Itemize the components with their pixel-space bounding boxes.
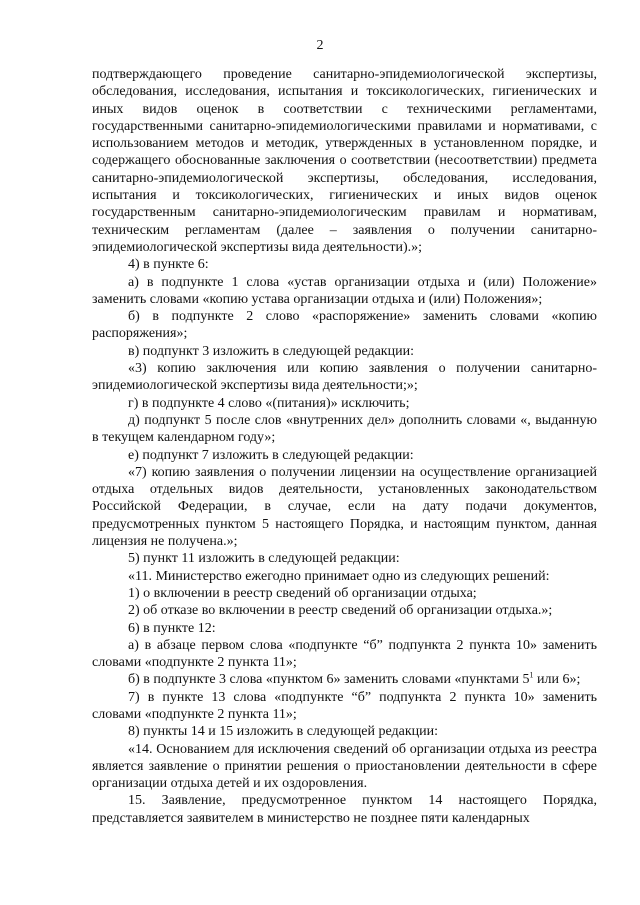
- paragraph: 2) об отказе во включении в реестр сведений об организации отдыха.»;: [128, 603, 553, 619]
- paragraph: 5) пункт 11 изложить в следующей редакции:: [128, 551, 400, 567]
- superscript: 1: [529, 670, 534, 680]
- document-body: [92, 66, 597, 827]
- paragraph: подтверждающего проведение санитарно-эпидемиологической экспертизы, обследования, исследования, испытания и токсикологических, гигиенических и иных видов оценок в соответствии с техническими регламентами, государственными санитарно-эпидемиологическими правилами и нормативами, с использованием методов и методик, утвержденных в установленном порядке, и содержащего обоснованные заключения о соответствии (несоответствии) предмета санитарно-эпидемиологической экспертизы, обследования, исследования, испытания и токсикологических, гигиенических и иных видов оценок государственным санитарно-эпидемиологическим правилам и нормативам, техническим регламентам (далее – заявления о получении санитарно-эпидемиологической экспертизы вида деятельности).»;: [92, 67, 597, 255]
- paragraph: 4) в пункте 6:: [128, 257, 209, 273]
- paragraph: 6) в пункте 12:: [128, 620, 216, 636]
- paragraph-text: б) в подпункте 3 слова «пунктом 6» заменить словами «пунктами 5: [128, 672, 530, 688]
- paragraph: 7) в пункте 13 слова «подпункте “б” подпункта 2 пункта 10» заменить словами «подпункте 2 пункта 11»;: [92, 689, 597, 722]
- paragraph: [92, 671, 597, 688]
- paragraph: а) в подпункте 1 слова «устав организации отдыха и (или) Положение» заменить словами «копию устава организации отдыха и (или) Положения»;: [92, 274, 597, 307]
- paragraph: 1) о включении в реестр сведений об организации отдыха;: [128, 585, 477, 601]
- paragraph: «7) копию заявления о получении лицензии на осуществление организацией отдыха отдельных видов деятельности, установленных законодательством Российской Федерации, в случае, если на дату подачи документов, предусмотренных пунктом 5 настоящего Порядка, и настоящим пунктом, данная лицензия не получена.»;: [92, 464, 597, 550]
- paragraph-text: или 6»;: [533, 672, 581, 688]
- paragraph: а) в абзаце первом слова «подпункте “б” подпункта 2 пункта 10» заменить словами «подпункте 2 пункта 11»;: [92, 637, 597, 671]
- paragraph: г) в подпункте 4 слово «(питания)» исключить;: [128, 395, 410, 411]
- page-number: 2: [316, 38, 324, 53]
- paragraph: б) в подпункте 2 слово «распоряжение» заменить словами «копию распоряжения»;: [92, 309, 597, 342]
- paragraph: в) подпункт 3 изложить в следующей редакции:: [128, 343, 414, 359]
- paragraph: 15. Заявление, предусмотренное пунктом 14 настоящего Порядка, представляется заявителем в министерство не позднее пяти календарных: [92, 793, 597, 826]
- paragraph: «14. Основанием для исключения сведений об организации отдыха из реестра является заявление о принятии решения о приостановлении деятельности в сфере организации отдыха детей и их оздоровления.: [92, 741, 597, 792]
- paragraph: «11. Министерство ежегодно принимает одно из следующих решений:: [128, 568, 550, 584]
- paragraph: 8) пункты 14 и 15 изложить в следующей редакции:: [128, 724, 439, 740]
- paragraph: е) подпункт 7 изложить в следующей редакции:: [128, 447, 414, 463]
- paragraph: «3) копию заключения или копию заявления о получении санитарно-эпидемиологической экспертизы вида деятельности;»;: [92, 361, 597, 394]
- paragraph: д) подпункт 5 после слов «внутренних дел» дополнить словами «, выданную в текущем календарном году»;: [92, 412, 597, 446]
